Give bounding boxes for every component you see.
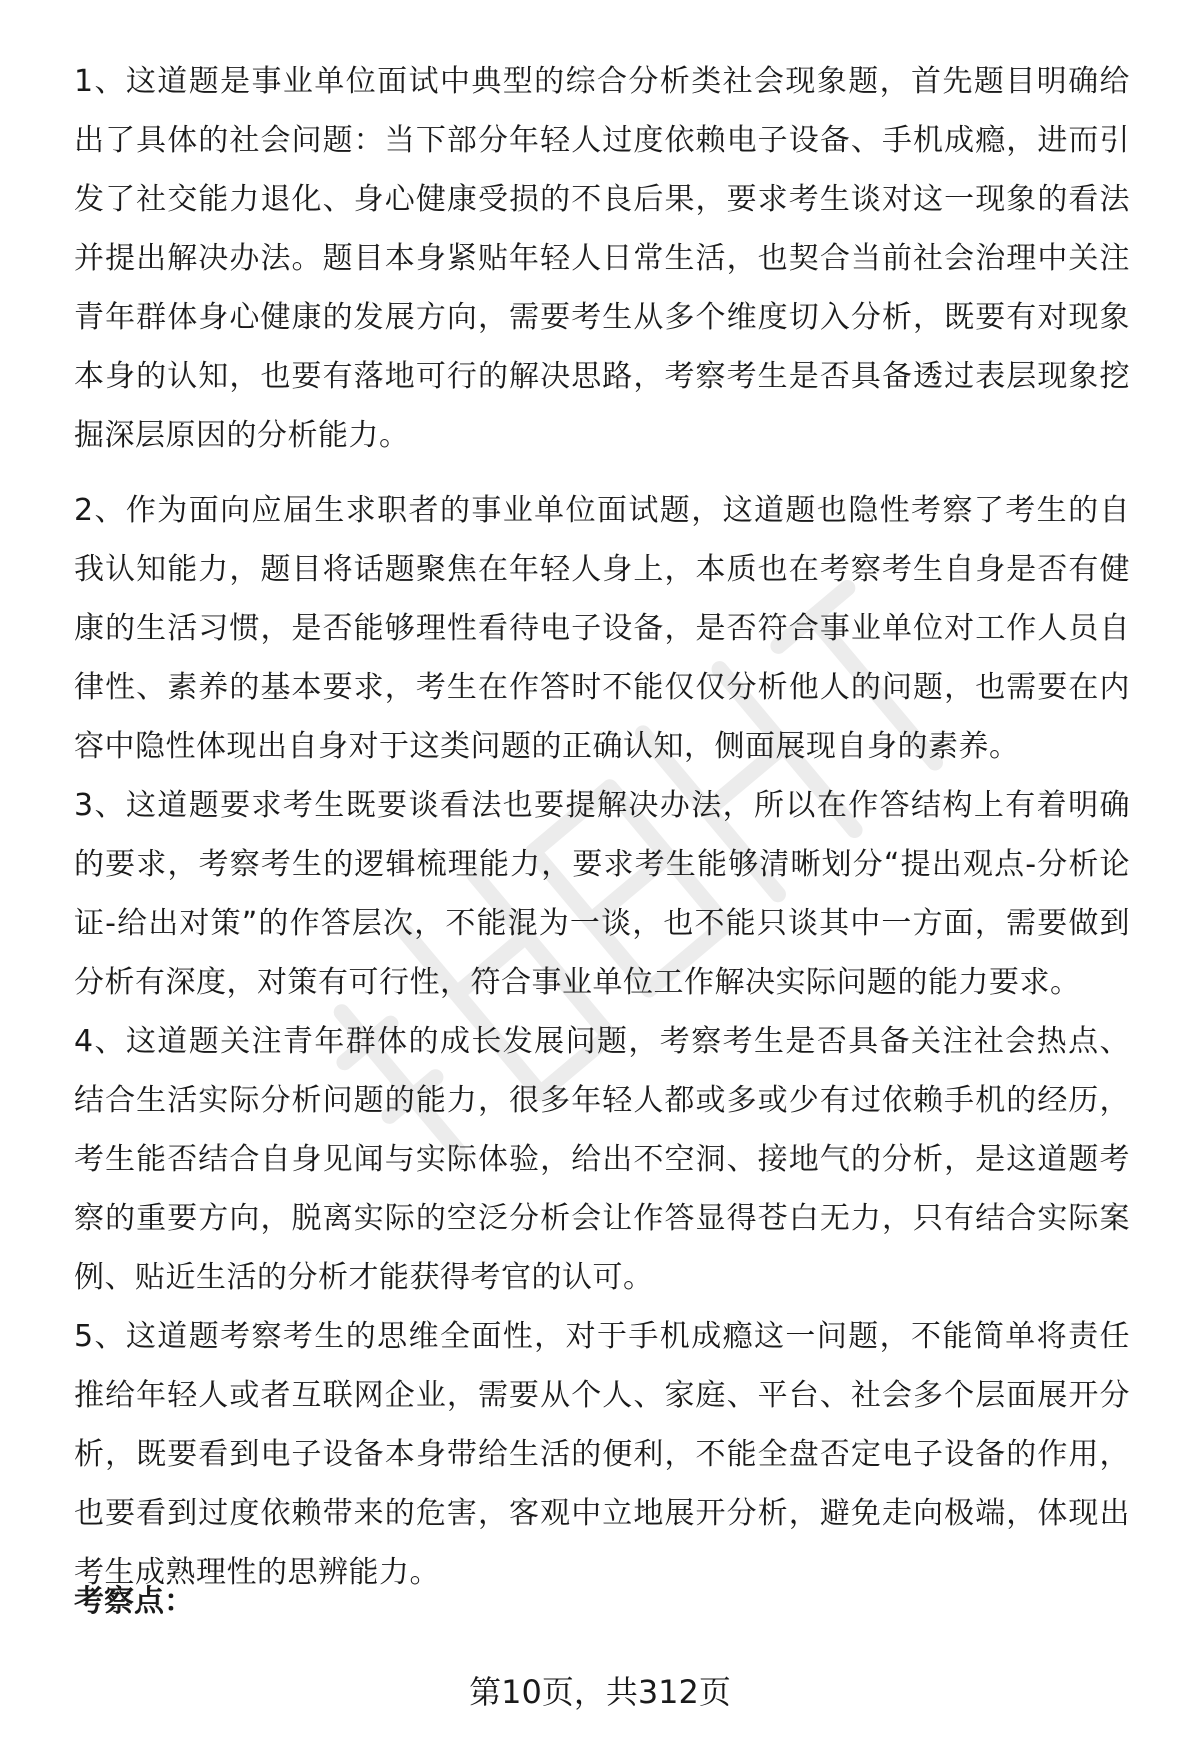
paragraph-2: 2、作为面向应届生求职者的事业单位面试题，这道题也隐性考察了考生的自我认知能力，题目将话题聚焦在年轻人身上，本质也在考察考生自身是否有健康的生活习惯，是否能够理性看待电子设备，是否符合事业单位对工作人员自律性、素养的基本要求，考生在作答时不能仅仅分析他人的问题，也需要在内容中隐性体现出自身对于这类问题的正确认知，侧面展现自身的素养。 (74, 493, 1130, 764)
paragraph-5: 5、这道题考察考生的思维全面性，对于手机成瘾这一问题，不能简单将责任推给年轻人或者互联网企业，需要从个人、家庭、平台、社会多个层面展开分析，既要看到电子设备本身带给生活的便利，不能全盘否定电子设备的作用，也要看到过度依赖带来的危害，客观中立地展开分析，避免走向极端，体现出考生成熟理性的思辨能力。 (74, 1319, 1130, 1590)
paragraph-3: 3、这道题要求考生既要谈看法也要提解决办法，所以在作答结构上有着明确的要求，考察考生的逻辑梳理能力，要求考生能够清晰划分“提出观点-分析论证-给出对策”的作答层次，不能混为一谈，也不能只谈其中一方面，需要做到分析有深度，对策有可行性，符合事业单位工作解决实际问题的能力要求。 (74, 788, 1130, 1000)
document-body (74, 52, 1130, 1602)
page-number-footer: 第10页，共312页 (469, 1673, 731, 1711)
paragraph-4: 4、这道题关注青年群体的成长发展问题，考察考生是否具备关注社会热点、结合生活实际分析问题的能力，很多年轻人都或多或少有过依赖手机的经历，考生能否结合自身见闻与实际体验，给出不空洞、接地气的分析，是这道题考察的重要方向，脱离实际的空泛分析会让作答显得苍白无力，只有结合实际案例、贴近生活的分析才能获得考官的认可。 (74, 1024, 1130, 1295)
paragraph-1: 1、这道题是事业单位面试中典型的综合分析类社会现象题，首先题目明确给出了具体的社会问题：当下部分年轻人过度依赖电子设备、手机成瘾，进而引发了社交能力退化、身心健康受损的不良后果，要求考生谈对这一现象的看法并提出解决办法。题目本身紧贴年轻人日常生活，也契合当前社会治理中关注青年群体身心健康的发展方向，需要考生从多个维度切入分析，既要有对现象本身的认知，也要有落地可行的解决思路，考察考生是否具备透过表层现象挖掘深层原因的分析能力。 (74, 64, 1130, 453)
section-label-examination-points: 考察点： (74, 1584, 194, 1619)
